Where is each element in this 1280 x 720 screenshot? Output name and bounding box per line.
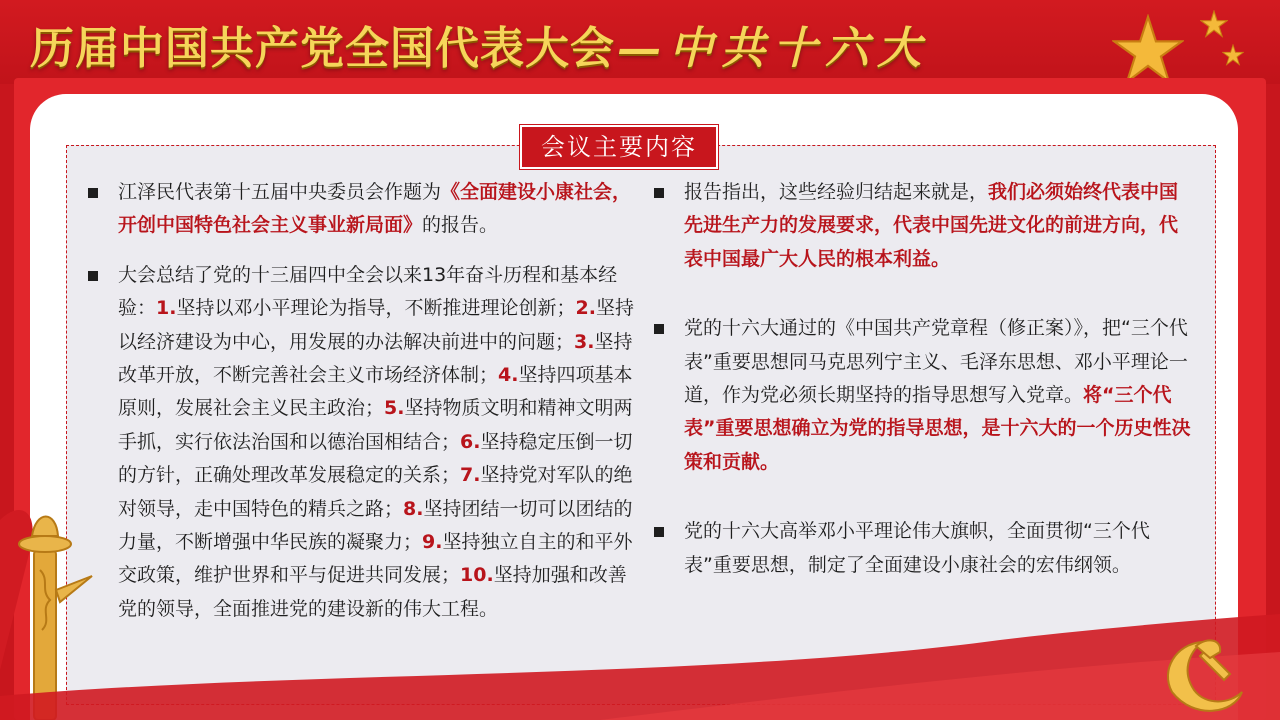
- text-segment-highlight: 8.: [403, 497, 424, 520]
- text-segment-highlight: 我们必须始终代表中国先进生产力的发展要求，代表中国先进文化的前进方向，代表中国最广大人民的根本利益。: [684, 181, 1179, 270]
- text-segment: 坚持四项基本原则，发展社会主义民主政治；: [118, 364, 633, 420]
- text-segment: 党的十六大通过的《中国共产党章程（修正案）》，把“三个代表”重要思想同马克思列宁主义、毛泽东思想、邓小平理论一道，作为党必须长期坚持的指导思想写入党章。: [684, 317, 1188, 407]
- text-segment-highlight: 3.: [574, 330, 595, 353]
- page-title: [30, 14, 929, 74]
- right-column: [654, 176, 1194, 582]
- star-icon: [1222, 44, 1244, 66]
- bullet-paragraph: [88, 176, 638, 243]
- party-emblem-icon: [1150, 630, 1260, 720]
- square-bullet-icon: [88, 271, 98, 281]
- text-segment: 坚持改革开放，不断完善社会主义市场经济体制；: [118, 330, 633, 387]
- left-column: [88, 176, 638, 626]
- text-segment: 坚持加强和改善党的领导，全面推进党的建设新的伟大工程。: [118, 564, 627, 620]
- text-segment: 坚持以邓小平理论为指导，不断推进理论创新；: [176, 297, 576, 320]
- text-segment: 坚持团结一切可以团结的力量，不断增强中华民族的凝聚力；: [118, 497, 633, 554]
- section-tag: 会议主要内容: [520, 125, 718, 169]
- text-segment-highlight: 10.: [460, 564, 494, 587]
- text-segment-highlight: 7.: [460, 464, 481, 487]
- square-bullet-icon: [88, 188, 98, 198]
- text-segment: 坚持以经济建设为中心，用发展的办法解决前进中的问题；: [118, 297, 634, 353]
- text-segment: 坚持党对军队的绝对领导，走中国特色的精兵之路；: [118, 464, 633, 520]
- text-segment-highlight: 将“三个代表”重要思想确立为党的指导思想，是十六大的一个历史性决策和贡献。: [684, 384, 1191, 473]
- text-segment: 大会总结了党的十三届四中全会以来13年奋斗历程和基本经验：: [118, 263, 618, 320]
- text-segment: 坚持稳定压倒一切的方针，正确处理改革发展稳定的关系；: [118, 430, 633, 487]
- square-bullet-icon: [654, 188, 664, 198]
- square-bullet-icon: [654, 527, 664, 537]
- text-segment: 报告指出，这些经验归结起来就是，: [684, 181, 989, 203]
- text-segment: 坚持独立自主的和平外交政策，维护世界和平与促进共同发展；: [118, 531, 633, 587]
- ribbon-decoration: [0, 600, 1280, 720]
- square-bullet-icon: [654, 324, 664, 334]
- text-segment: 党的十六大高举邓小平理论伟大旗帜，全面贯彻“三个代表”重要思想，制定了全面建设小康社会的宏伟纲领。: [684, 520, 1150, 576]
- title-main: 历届中国共产党全国代表大会: [30, 23, 615, 74]
- text-segment: 江泽民代表第十五届中央委员会作题为: [118, 181, 442, 203]
- title-sub: —中共十六大: [617, 23, 929, 74]
- star-icon: [1112, 14, 1184, 86]
- text-segment-highlight: 9.: [422, 531, 443, 554]
- star-icon: [1200, 10, 1228, 38]
- text-segment: 坚持物质文明和精神文明两手抓，实行依法治国和以德治国相结合；: [118, 397, 633, 453]
- bullet-paragraph: [654, 176, 1194, 276]
- bullet-paragraph: [88, 259, 638, 626]
- text-segment-highlight: 4.: [498, 364, 519, 387]
- text-segment-highlight: 1.: [156, 297, 177, 320]
- bullet-paragraph: [654, 515, 1194, 582]
- text-segment-highlight: 《全面建设小康社会，开创中国特色社会主义事业新局面》: [118, 181, 632, 237]
- text-segment-highlight: 5.: [384, 397, 405, 420]
- text-segment: 的报告。: [422, 214, 499, 237]
- text-segment-highlight: 2.: [575, 297, 596, 320]
- bullet-paragraph: [654, 312, 1194, 479]
- text-segment-highlight: 6.: [460, 430, 481, 453]
